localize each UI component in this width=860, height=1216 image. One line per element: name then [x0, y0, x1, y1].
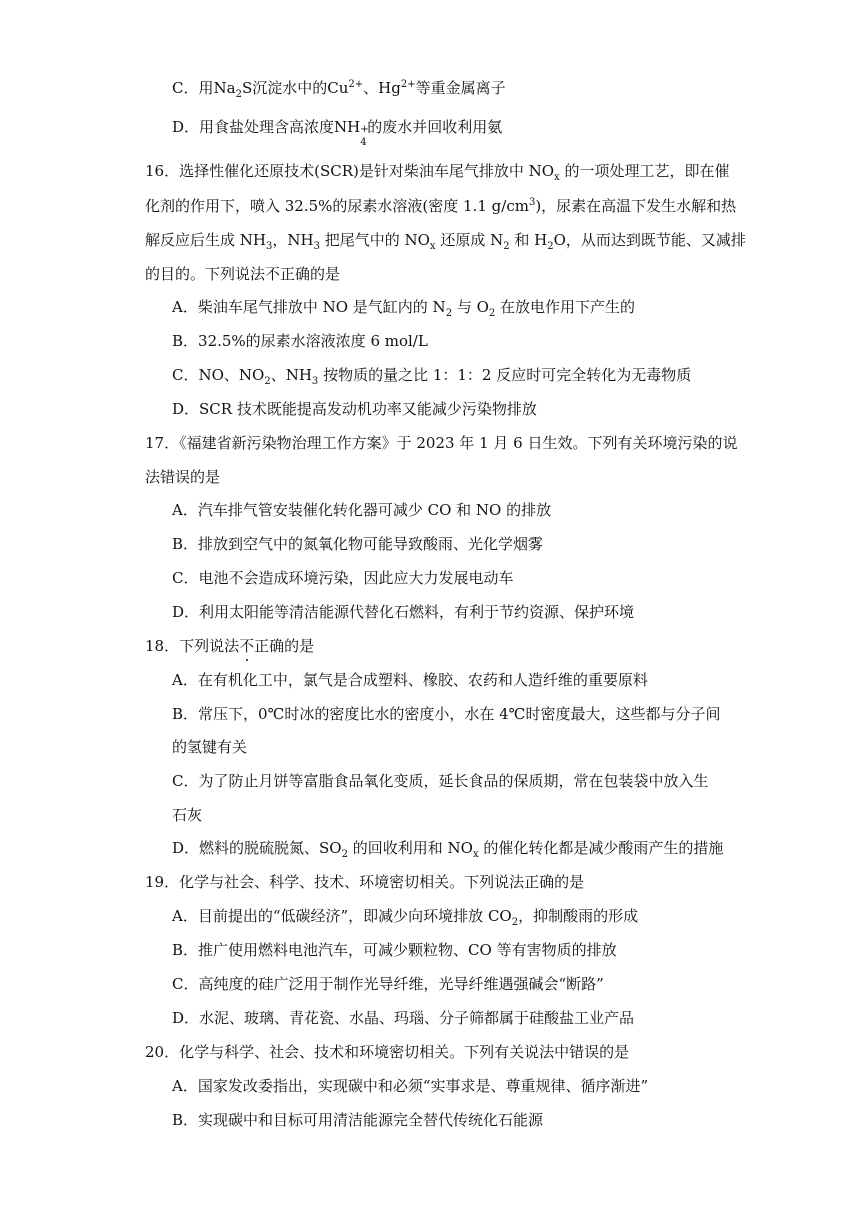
q16-option-c: C．NO、$NO_2$、$NH_3$ 按物质的量之比 1：1：2 反应时可完全转化为无毒物质	[172, 366, 692, 387]
q17-stem-line-2: 法错误的是	[145, 468, 221, 486]
q16-option-a: A．柴油车尾气排放中 NO 是气缸内的 $N_2$ 与 $O_2$ 在放电作用下产生的	[172, 298, 636, 319]
q16-stem-line-3: 解反应后生成 $NH_3$，$NH_3$ 把尾气中的 $NO_x$ 还原成 $N_2$ 和 $H_2O$，从而达到既节能、又减排	[145, 231, 746, 252]
q18-option-b-line-2: 的氢键有关	[172, 738, 248, 756]
q18-option-d: D．燃料的脱硫脱氮、$SO_2$ 的回收利用和 $NO_x$ 的催化转化都是减少酸雨产生的措施	[172, 839, 724, 860]
emphasis-dot-char: 不	[239, 637, 255, 655]
q20-option-a: A．国家发改委指出，实现碳中和必须“实事求是、尊重规律、循序渐进”	[172, 1077, 649, 1095]
q19-option-d: D．水泥、玻璃、青花瓷、水晶、玛瑙、分子筛都属于硅酸盐工业产品	[172, 1009, 635, 1027]
q16-option-b: B．32.5%的尿素水溶液浓度 6 mol/L	[172, 332, 428, 350]
q16-option-d: D．SCR 技术既能提高发动机功率又能减少污染物排放	[172, 400, 537, 418]
q18-option-b-line-1: B．常压下，0℃时冰的密度比水的密度小，水在 4℃时密度最大，这些都与分子间	[172, 705, 721, 723]
q17-option-d: D．利用太阳能等清洁能源代替化石燃料，有利于节约资源、保护环境	[172, 603, 635, 621]
q17-option-b: B．排放到空气中的氮氧化物可能导致酸雨、光化学烟雾	[172, 535, 544, 553]
q18-option-a: A．在有机化工中，氯气是合成塑料、橡胶、农药和人造纤维的重要原料	[172, 671, 648, 689]
q16-stem-line-4: 的目的。下列说法不正确的是	[145, 265, 341, 283]
q16-stem-line-1: 16．选择性催化还原技术(SCR)是针对柴油车尾气排放中 $NO_x$ 的一项处理工艺，即在催	[145, 162, 730, 183]
q19-option-b: B．推广使用燃料电池汽车，可减少颗粒物、CO 等有害物质的排放	[172, 941, 617, 959]
q16-stem-line-2: 化剂的作用下，喷入 32.5%的尿素水溶液(密度 1.1 $g/cm^3$)，尿素在高温下发生水解和热	[145, 197, 737, 215]
q17-option-c: C．电池不会造成环境污染，因此应大力发展电动车	[172, 569, 514, 587]
q17-option-a: A．汽车排气管安装催化转化器可减少 CO 和 NO 的排放	[172, 501, 552, 519]
q19-option-a: A．目前提出的“低碳经济”，即减少向环境排放 $CO_2$，抑制酸雨的形成	[172, 907, 639, 928]
q18-option-c-line-2: 石灰	[172, 806, 203, 824]
q19-stem: 19．化学与社会、科学、技术、环境密切相关。下列说法正确的是	[145, 873, 585, 891]
q17-stem-line-1: 17．《福建省新污染物治理工作方案》于 2023 年 1 月 6 日生效。下列有关环境污染的说	[145, 434, 738, 452]
q15-option-c: C．用$Na_2S$沉淀水中的$Cu^{2+}$、$Hg^{2+}$等重金属离子	[172, 79, 506, 100]
q15-option-d: D．用食盐处理含高浓度NH + 4 的废水并回收利用氨	[172, 118, 503, 148]
q18-option-c-line-1: C．为了防止月饼等富脂食品氧化变质，延长食品的保质期，常在包装袋中放入生	[172, 772, 709, 790]
q20-option-b: B．实现碳中和目标可用清洁能源完全替代传统化石能源	[172, 1111, 544, 1129]
q20-stem: 20．化学与科学、社会、技术和环境密切相关。下列有关说法中错误的是	[145, 1043, 630, 1061]
q18-stem: 18．下列说法不正确的是	[145, 637, 315, 655]
q19-option-c: C．高纯度的硅广泛用于制作光导纤维，光导纤维遇强碱会“断路”	[172, 975, 604, 993]
